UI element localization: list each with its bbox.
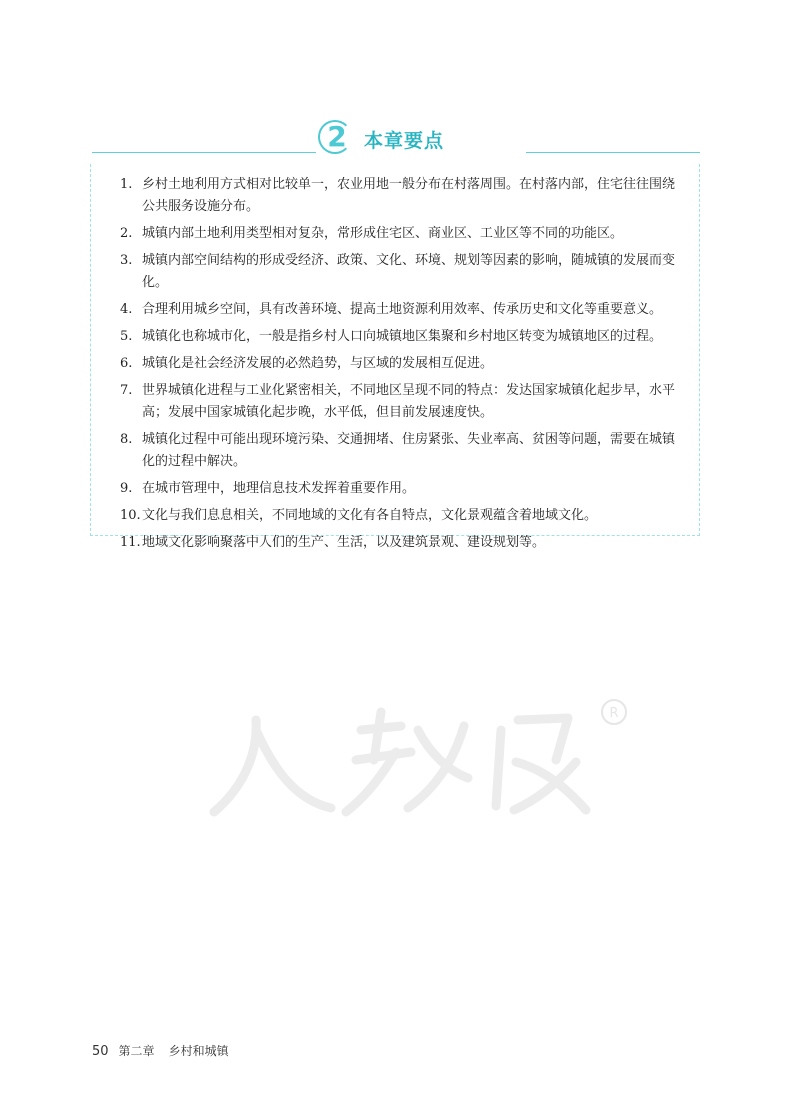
list-item [120, 250, 680, 294]
item-text: 文化与我们息息相关，不同地域的文化有各自特点，文化景观蕴含着地域文化。 [142, 508, 598, 523]
chapter-label: 第二章 [118, 1044, 155, 1058]
item-text: 在城市管理中，地理信息技术发挥着重要作用。 [142, 481, 416, 496]
item-text: 城镇化是社会经济发展的必然趋势，与区域的发展相互促进。 [142, 356, 494, 371]
item-text: 地域文化影响聚落中人们的生产、生活，以及建筑景观、建设规划等。 [142, 535, 546, 550]
item-number: 4. [120, 302, 133, 317]
item-number: 3. [120, 253, 133, 268]
chapter-title: 乡村和城镇 [168, 1044, 229, 1058]
item-text: 乡村土地利用方式相对比较单一，农业用地一般分布在村落周围。在村落内部，住宅往往围绕公共服务设施分布。 [142, 177, 676, 214]
item-number: 9. [120, 481, 133, 496]
item-text: 城镇化也称城市化，一般是指乡村人口向城镇地区集聚和乡村地区转变为城镇地区的过程。 [142, 329, 663, 344]
section-title: 本章要点 [364, 130, 445, 152]
key-points-list [120, 174, 680, 559]
item-text: 城镇化过程中可能出现环境污染、交通拥堵、住房紧张、失业率高、贫困等问题，需要在城镇化的过程中解决。 [142, 432, 676, 469]
item-number: 8. [120, 432, 133, 447]
list-item [120, 478, 680, 500]
section-number: 2 [327, 120, 347, 153]
item-number: 7. [120, 383, 133, 398]
list-item [120, 223, 680, 245]
header-rule-left [92, 152, 316, 153]
page-number: 50 [92, 1044, 109, 1059]
page-footer [92, 1042, 229, 1059]
list-item [120, 299, 680, 321]
list-item [120, 174, 680, 218]
section-header [92, 120, 700, 156]
item-number: 11. [120, 535, 141, 550]
item-text: 城镇内部空间结构的形成受经济、政策、文化、环境、规划等因素的影响，随城镇的发展而变化。 [142, 253, 676, 290]
list-item [120, 505, 680, 527]
section-badge [316, 120, 526, 154]
item-number: 2. [120, 226, 133, 241]
publisher-watermark [196, 690, 636, 830]
item-number: 6. [120, 356, 133, 371]
item-number: 5. [120, 329, 133, 344]
item-text: 世界城镇化进程与工业化紧密相关，不同地区呈现不同的特点：发达国家城镇化起步早，水平高；发展中国家城镇化起步晚，水平低，但目前发展速度快。 [142, 383, 676, 420]
list-item [120, 353, 680, 375]
list-item [120, 532, 680, 554]
list-item [120, 326, 680, 348]
list-item [120, 380, 680, 424]
item-text: 城镇内部土地利用类型相对复杂，常形成住宅区、商业区、工业区等不同的功能区。 [142, 226, 624, 241]
item-number: 10. [120, 508, 141, 523]
list-item [120, 429, 680, 473]
header-rule-right [526, 152, 700, 153]
svg-text:R: R [609, 706, 619, 721]
item-number: 1. [120, 177, 133, 192]
item-text: 合理利用城乡空间，具有改善环境、提高土地资源利用效率、传承历史和文化等重要意义。 [142, 302, 663, 317]
